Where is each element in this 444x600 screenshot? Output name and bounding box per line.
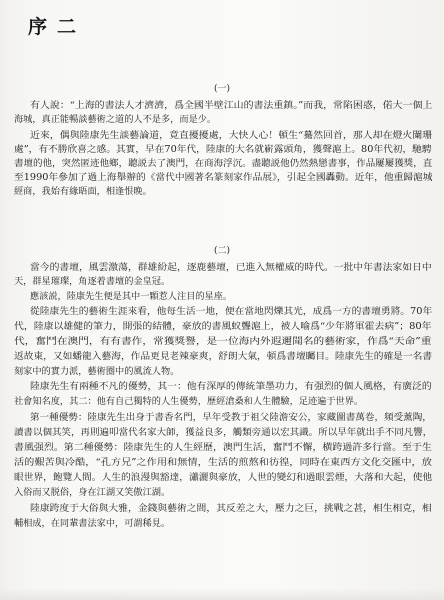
text-line: 當今的書壇，風雲激蕩，群雄紛起，逐鹿藝壇，已進入無權威的時代。一批中年書法家如日中 bbox=[30, 262, 432, 273]
text-line: 入俗而又脱俗，身在江湖又笑傲江湖。 bbox=[14, 487, 171, 498]
text-line: 經商，我始有緣晤面，相逢恨晚。 bbox=[14, 186, 152, 197]
text-line: 天，群星璀璨，角逐着書壇的金皇冠。 bbox=[14, 276, 171, 287]
text-line: 社會知名度，其二：他有自己獨特的人生優勢，歷經滄桑和人生體驗，足迹遍于世界。 bbox=[14, 396, 364, 407]
text-line: 眼世界，飽覽人間。人生的浪漫與豁達，瀟灑與豪放，人世的變幻和過眼雲煙，大落和大起，使他 bbox=[14, 472, 433, 483]
text-line: 處”，有不勝欣喜之感。其實，早在70年代，陸康的大名就嶄露頭角，獲聲滬上。80年代初，馳騁 bbox=[14, 144, 432, 155]
text-line: 代，陸康以雄健的筆力，開張的結體，豪放的書風蚁聾滬上，被人喻爲“少年將軍霍去病”；80年 bbox=[14, 321, 432, 332]
page-title: 序二 bbox=[28, 16, 87, 38]
text-line: 返故東，又如蟠龍入藝海，作品更見老辣豪爽，舒朗大氣，頓爲書壇矚目。陸康先生的確是一名書 bbox=[14, 351, 433, 362]
section-two-label: (二) bbox=[213, 246, 231, 256]
text-line: 應該説，陸康先生便是其中一顆惹人注目的星座。 bbox=[30, 291, 233, 302]
text-line: 海城，真正能暢談藝術之道的人不是多，而是少。 bbox=[14, 114, 217, 125]
text-line: 活的艱苦與冷酷，“孔方兄”之作用和無情，生活的煎熬和彷徨，同時在東西方文化交匯中，放 bbox=[14, 457, 432, 468]
text-line: 陸康跨度于大俗與大雅，金錢與藝術之間，其反差之大，壓力之巨，挑戰之甚，相生相克，相 bbox=[30, 503, 432, 514]
text-line: 輔相成，在同輩書法家中，可謂稀見。 bbox=[14, 518, 171, 529]
text-line: 書壇的他，突然匿迹他鄉，聽説去了澳門，在商海浮沉。盡聽説他仍然熱戀書事，作品屢屢獲獎，直 bbox=[14, 158, 433, 169]
text-line: 第一種優勢：陸康先生出身于書香名門，早年受教于祖父陸澹安公，家藏圖書萬卷，頻受薰陶， bbox=[30, 412, 432, 423]
text-line: 讀書以個其笑，再則遍叩當代名家大師，獲益良多，觸類旁通以宏其識。所以早年就出手不同凡響， bbox=[14, 427, 433, 438]
text-line: 從陸康先生的藝術生涯來看，他每生活一地，便在當地閃爍其光，成爲一方的書壇勇將。70年 bbox=[30, 306, 433, 317]
text-line: 至1990年參加了過上海舉辦的《當代中國著名篆刻家作品展》，引起全國轟動。近年，他重歸滬城 bbox=[14, 172, 433, 183]
text-line: 陸康先生有兩種不凡的優勢，其一：他有深厚的傳統筆墨功力，有强烈的個人風格，有廣泛的 bbox=[30, 381, 432, 392]
text-line: 刻家中的實力派，藝術圈中的風流人物。 bbox=[14, 366, 180, 377]
section-one-label: (一) bbox=[213, 84, 231, 94]
text-line: 代，奮鬥在澳門，有有書作，常獲獎譽，是一位海内外遐邇聞名的藝術家，作爲“天命”重 bbox=[14, 336, 432, 347]
text-line: 近來，偶與陸康先生談藝論道，竟直擾擾處，大快人心！頓生“驀然回首，那人却在燈火闌珊 bbox=[30, 130, 433, 141]
page-bottom-shade bbox=[0, 588, 444, 600]
text-line: 書風强烈。第二種優勢：陸康先生的人生經歷，澳門生活，奮鬥不懈，横跨過許多行當。至于生 bbox=[14, 442, 432, 453]
text-line: 有人說：“上海的書法人才濟濟，爲全國半壁江山的書法重鎮。”而我，常陷困惑，偌大一個上 bbox=[30, 100, 433, 111]
